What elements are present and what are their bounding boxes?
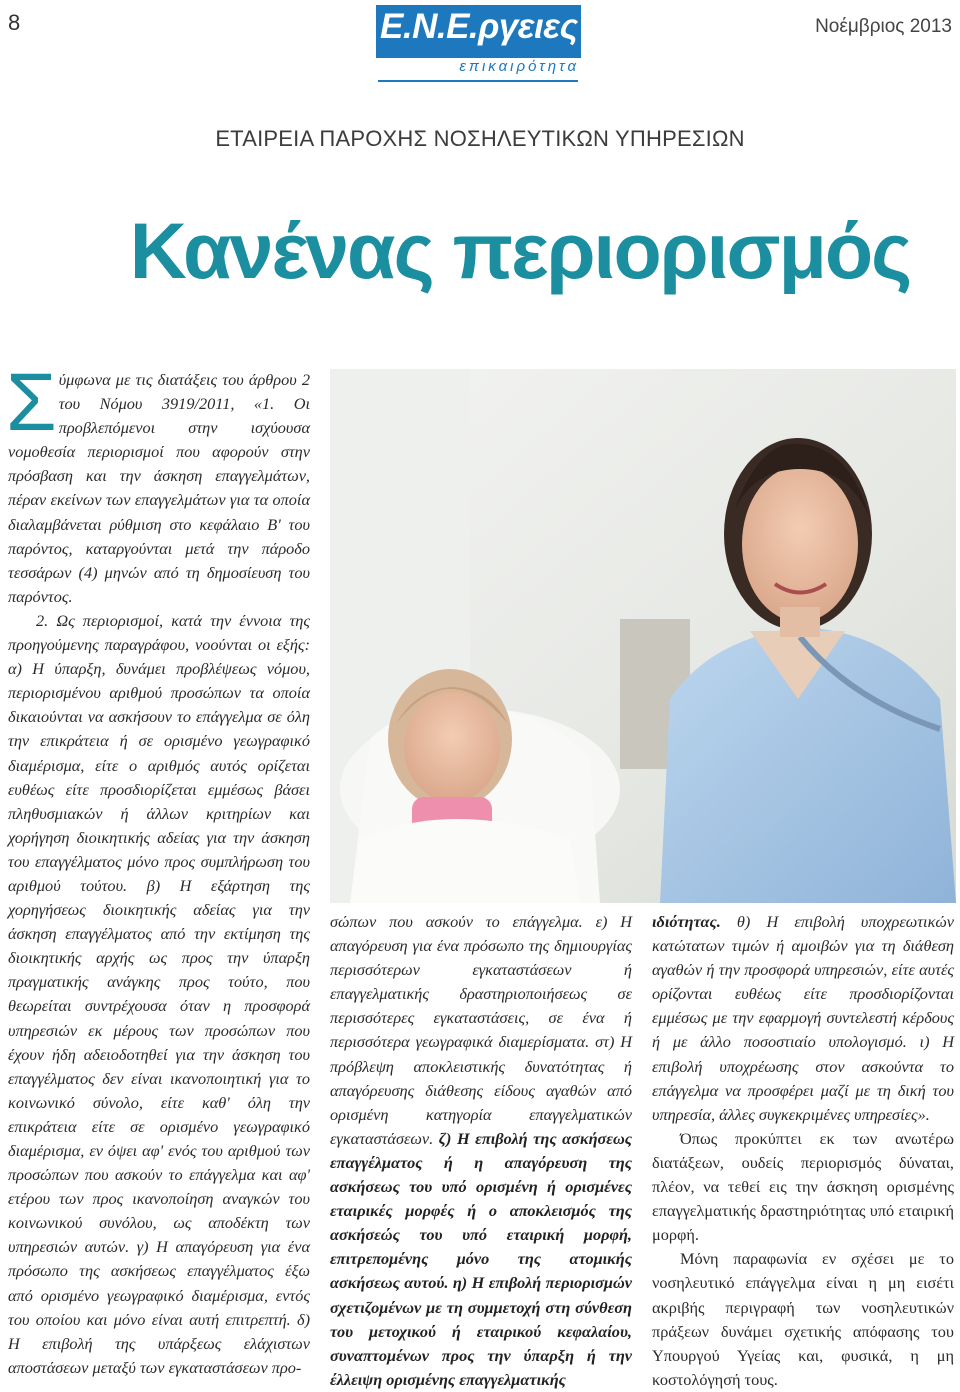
article-column-1 — [6, 357, 310, 1380]
page-number: 8 — [8, 10, 21, 35]
column-3-bold-start: ιδιότητας. — [652, 912, 721, 931]
column-2-bold-text: ζ) Η επιβολή της ασκήσεως επαγγέλματος ή η απαγόρευση της ασκήσεως του υπό ορισμένη ή ορισμένες εταιρικές μορφές ή ο αποκλεισμός της ασκήσεώς του υπό εταιρική μορφή, επιτρεπομένης μόνο της ατομικής ασκήσεως αυτού. η) Η επιβολή περιορισμών σχετιζομένων με τη συμμετοχή στη σύνθεση του μετοχικού ή εταιρικού κεφαλαίου, συναπτομένων προς την ύπαρξη ή την έλλειψη ορισμένης επαγγελματικής — [330, 1128, 633, 1389]
article-supertitle: ΕΤΑΙΡΕΙΑ ΠΑΡΟΧΗΣ ΝΟΣΗΛΕΥΤΙΚΩΝ ΥΠΗΡΕΣΙΩΝ — [215, 126, 745, 151]
logo-subtitle: επικαιρότητα — [459, 58, 579, 75]
article-photo — [330, 369, 956, 903]
nurse-and-child-photo — [330, 369, 956, 903]
logo-title: Ε.Ν.Ε.ργειες — [380, 7, 578, 46]
column-3-paragraph-2: Όπως προκύπτει εκ των ανωτέρω διατάξεων, ουδείς περιορισμός δύναται, πλέον, να τεθεί εις την άσκηση ορισμένης επαγγελματικής δραστηριότητας υπό εταιρική μορφή. — [652, 1128, 954, 1245]
article-headline: Κανένας περιορισμός — [129, 206, 911, 295]
column-3-text: θ) Η επιβολή υποχρεωτικών κατώτατων τιμών ή αμοιβών για τη διάθεση αγαθών ή την προσφορά υπηρεσιών, είτε αυτές ορίζονται ευθέως είτε προσδιορίζονται εμμέσως με την εφαρμογή συντελεστή κέρδους ή με άλλο ποσοστιαίο υπολογισμό. ι) Η επιβολή υποχρέωσης στον ασκούντα το επάγγελμα να προσφέρει μαζί με τη δική του υπηρεσία, άλλες συγκεκριμένες υπηρεσίες». — [652, 912, 954, 1124]
column-3-paragraph-3: Μόνη παραφωνία εν σχέσει με το νοσηλευτικό επάγγελμα είναι η μη εισέτι ακριβής περιγραφή των νοσηλευτικών πράξεων δυνάμει σχετικής απόφασης του Υπουργού Υγείας και, φυσικά, η μη κοστολόγησή τους. — [652, 1249, 954, 1389]
article-column-3 — [652, 910, 954, 1392]
logo-underline — [378, 80, 578, 82]
article-column-2 — [330, 910, 632, 1392]
paragraph-2: 2. Ως περιορισμοί, κατά την έννοια της προηγούμενης παραγράφου, νοούνται οι εξής: α) Η ύπαρξη, δυνάμει προβλέψεως νόμου, περιορισμένου αριθμού προσώπων τα οποία δικαιούνται να ασκήσουν το επάγγελμα σε όλη την επικράτεια ή σε ορισμένο γεωγραφικό διαμέρισμα, είτε ο αριθμός αυτός ορίζεται ευθέως είτε προσδιορίζεται εμμέσως βάσει πληθυσμιακών ή άλλων κριτηρίων και χορήγηση διοικητικής αδείας για την άσκηση του επαγγέλματος μόνο προς συμπλήρωση του αριθμού τούτου. β) Η εξάρτηση της χορηγήσεως διοικητικής αδείας για την άσκηση επαγγέλματος από την εκτίμηση της διοικητικής αρχής ως προς την ύπαρξη πραγματικής ανάγκης προς τούτο, που θεωρείται συντρέχουσα όταν η προσφορά υπηρεσιών εκ μέρους των προσώπων που έχουν ήδη αδειοδοτηθεί για την άσκηση του επαγγέλματος δεν είναι ικανοποιητική για το κοινωνικό σύνολο, είτε καθ' όλη την επικράτεια είτε σε ορισμένο γεωγραφικό διαμέρισμα, εν όψει αφ' ενός του αριθμού των προσώπων που ασκούν το επάγγελμα και αφ' ετέρου των προς ικανοποίηση αναγκών του κοινωνικού συνόλου, ως αποδέκτη των υπηρεσιών αυτών. γ) Η απαγόρευση για ένα πρόσωπο της ασκήσεως επαγγέλματος έξω από ορισμένο γεωγραφικό διαμέρισμα, εντός του οποίου και μόνο είναι αυτή επιτρεπτή. δ) Η επιβολή της υπάρξεως ελάχιστων αποστάσεων μεταξύ των εγκαταστάσεων προ- — [8, 610, 310, 1377]
logo-subtitle-band — [376, 58, 581, 78]
publication-logo — [376, 5, 581, 78]
paragraph-1: ύμφωνα με τις διατάξεις του άρθρου 2 του Νόμου 3919/2011, «1. Οι προβλεπόμενοι στην ισχύουσα νομοθεσία περιορισμοί που αφορούν στην πρόσβαση και την άσκηση επαγγελμάτων, πέραν εκείνων των επαγγελμάτων για τα οποία διαλαμβάνεται ρύθμιση στο κεφάλαιο Β' του παρόντος, καταργούνται μετά την πάροδο τεσσάρων (4) μηνών από τη δημοσίευση του παρόντος. — [8, 370, 310, 606]
drop-cap: Σ — [6, 357, 57, 448]
column-2-text: σώπων που ασκούν το επάγγελμα. ε) Η απαγόρευση για ένα πρόσωπο της δημιουργίας περισσότερων εγκαταστάσεων ή επαγγελματικής δραστηριοποιήσεως σε περισσότερες εγκαταστάσεις, σε ένα ή περισσότερα γεωγραφικά διαμερίσματα. στ) Η πρόβλεψη αποκλειστικής δυνατότητας ή απαγόρευσης διάθεσης είδους αγαθών από ορισμένη κατηγορία επαγγελματικών εγκαταστάσεων. — [330, 912, 632, 1148]
issue-date: Νοέμβριος 2013 — [815, 16, 952, 37]
